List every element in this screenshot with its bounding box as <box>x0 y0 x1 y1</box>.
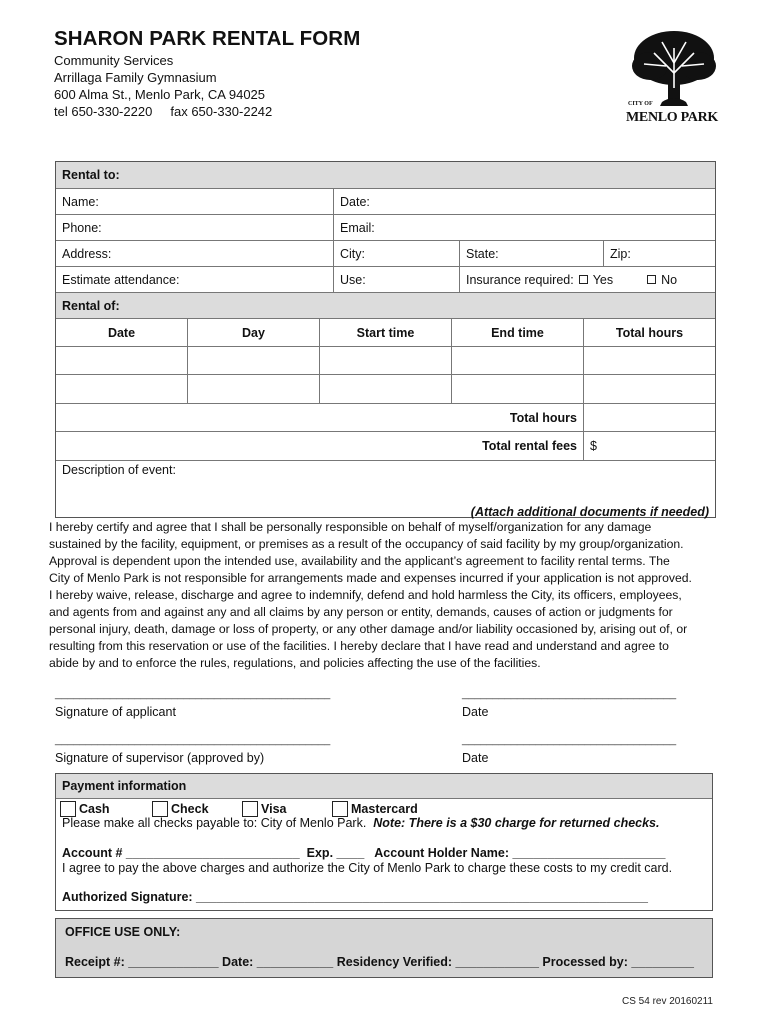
contact-block <box>54 52 272 120</box>
payable-line <box>62 816 659 830</box>
address-label: Address: <box>62 246 112 261</box>
legal-line: personal injury, death, damage or loss of property, or any other damage and/or liability occasioned by, arising out of, or <box>49 622 688 636</box>
zip-field[interactable] <box>604 241 715 267</box>
city-label: City: <box>340 246 365 261</box>
street-address: 600 Alma St., Menlo Park, CA 94025 <box>54 87 266 102</box>
check-checkbox[interactable] <box>152 801 168 817</box>
cash-label: Cash <box>79 802 110 816</box>
payment-option-visa[interactable] <box>242 801 287 817</box>
total-hours-label: Total hours <box>56 404 584 432</box>
row2-end-input[interactable] <box>452 375 584 404</box>
insurance-no-label: No <box>661 272 678 287</box>
payment-option-mastercard[interactable] <box>332 801 418 817</box>
account-line[interactable]: Account # _________________________ Exp. ____ Account Holder Name: ______________________ <box>62 846 666 860</box>
attendance-label: Estimate attendance: <box>62 272 180 287</box>
city-field[interactable] <box>334 241 460 267</box>
total-fees-input[interactable] <box>584 432 715 461</box>
legal-line: abide by and to enforce the rules, regulations, and policies affecting the use of the facilities. <box>49 656 541 670</box>
supervisor-signature-label: Signature of supervisor (approved by) <box>55 751 265 765</box>
col-total-hours: Total hours <box>584 319 715 347</box>
payment-option-cash[interactable] <box>60 801 110 817</box>
date-label: Date: <box>340 194 370 209</box>
row1-end-input[interactable] <box>452 347 584 375</box>
insurance-label: Insurance required: <box>466 272 574 287</box>
applicant-signature-label: Signature of applicant <box>55 705 176 719</box>
visa-checkbox[interactable] <box>242 801 258 817</box>
payment-option-check[interactable] <box>152 801 209 817</box>
cash-checkbox[interactable] <box>60 801 76 817</box>
applicant-date-label: Date <box>462 705 489 719</box>
zip-label: Zip: <box>610 246 631 261</box>
phone-fax: tel 650-330-2220 fax 650-330-2242 <box>54 104 273 119</box>
row1-hours-input[interactable] <box>584 347 715 375</box>
use-label: Use: <box>340 272 366 287</box>
supervisor-date-label: Date <box>462 751 489 765</box>
state-field[interactable] <box>460 241 604 267</box>
rental-to-heading: Rental to: <box>56 162 715 189</box>
total-hours-input[interactable] <box>584 404 715 432</box>
legal-line: City of Menlo Park is not responsible for arrangements made and expenses incurred if your application is not approved. <box>49 571 692 585</box>
legal-statement <box>49 519 729 672</box>
authorized-signature-line[interactable]: Authorized Signature: _________________________________________________________________ <box>62 890 648 904</box>
legal-line: sustained by the facility, equipment, or premises as a result of the occupancy of said facility by my group/organization. <box>49 537 684 551</box>
row2-hours-input[interactable] <box>584 375 715 404</box>
office-use-heading: OFFICE USE ONLY: <box>65 925 181 939</box>
legal-line: I hereby waive, release, discharge and agree to indemnify, defend and hold harmless the City, its officers, employees, <box>49 588 682 602</box>
check-label: Check <box>171 802 209 816</box>
name-field[interactable] <box>56 189 334 215</box>
address-field[interactable] <box>56 241 334 267</box>
supervisor-date-line[interactable]: ___________________________________ <box>462 734 677 746</box>
returned-check-note: Note: There is a $30 charge for returned checks. <box>373 816 660 830</box>
authorize-text: I agree to pay the above charges and authorize the City of Menlo Park to charge these costs to my credit card. <box>62 861 673 875</box>
payment-section <box>55 773 713 911</box>
attach-note: (Attach additional documents if needed) <box>470 505 709 519</box>
row2-day-input[interactable] <box>188 375 320 404</box>
rental-of-heading: Rental of: <box>56 293 715 319</box>
rental-grid <box>55 161 716 518</box>
applicant-date-line[interactable]: ___________________________________ <box>462 688 677 700</box>
mastercard-label: Mastercard <box>351 802 418 816</box>
use-field[interactable] <box>334 267 460 293</box>
col-date: Date <box>56 319 188 347</box>
legal-line: I hereby certify and agree that I shall be personally responsible on behalf of myself/organization for any damage <box>49 520 652 534</box>
state-label: State: <box>466 246 499 261</box>
legal-line: and agents from and against any and all claims by any person or entity, demands, causes of action or judgments for <box>49 605 673 619</box>
facility-name: Arrillaga Family Gymnasium <box>54 70 217 85</box>
legal-line: Approval is dependent upon the intended use, availability and the applicant’s agreement to facility rental terms. The <box>49 554 670 568</box>
visa-label: Visa <box>261 802 287 816</box>
supervisor-signature-line[interactable]: _____________________________________________ <box>55 734 331 746</box>
email-field[interactable] <box>334 215 715 241</box>
applicant-signature-line[interactable]: _____________________________________________ <box>55 688 331 700</box>
date-field[interactable] <box>334 189 715 215</box>
insurance-field <box>460 267 715 293</box>
col-end-time: End time <box>452 319 584 347</box>
legal-line: resulting from this reservation or use of the facilities. I hereby declare that I have read and understand and agree to <box>49 639 669 653</box>
office-use-section <box>55 918 713 978</box>
department: Community Services <box>54 53 174 68</box>
row1-date-input[interactable] <box>56 347 188 375</box>
insurance-yes-label: Yes <box>592 272 614 287</box>
phone-label: Phone: <box>62 220 102 235</box>
col-day: Day <box>188 319 320 347</box>
row2-start-input[interactable] <box>320 375 452 404</box>
logo-name: MENLO PARK <box>626 110 719 125</box>
total-fees-label: Total rental fees <box>56 432 584 461</box>
mastercard-checkbox[interactable] <box>332 801 348 817</box>
description-label: Description of event: <box>62 463 176 477</box>
name-label: Name: <box>62 194 99 209</box>
row1-day-input[interactable] <box>188 347 320 375</box>
row1-start-input[interactable] <box>320 347 452 375</box>
form-revision: CS 54 rev 20160211 <box>622 996 713 1007</box>
col-start-time: Start time <box>320 319 452 347</box>
phone-field[interactable] <box>56 215 334 241</box>
logo-city-of: CITY OF <box>628 101 653 107</box>
payable-text: Please make all checks payable to: City of Menlo Park. <box>62 816 374 830</box>
row2-date-input[interactable] <box>56 375 188 404</box>
insurance-yes-checkbox[interactable] <box>579 275 588 284</box>
insurance-no-checkbox[interactable] <box>647 275 656 284</box>
email-label: Email: <box>340 220 375 235</box>
payment-heading: Payment information <box>56 774 712 799</box>
currency-symbol: $ <box>590 439 597 453</box>
attendance-field[interactable] <box>56 267 334 293</box>
form-title: SHARON PARK RENTAL FORM <box>54 27 361 50</box>
office-use-fields[interactable]: Receipt #: _____________ Date: ___________ Residency Verified: ____________ Processed by: _________ <box>65 955 694 969</box>
